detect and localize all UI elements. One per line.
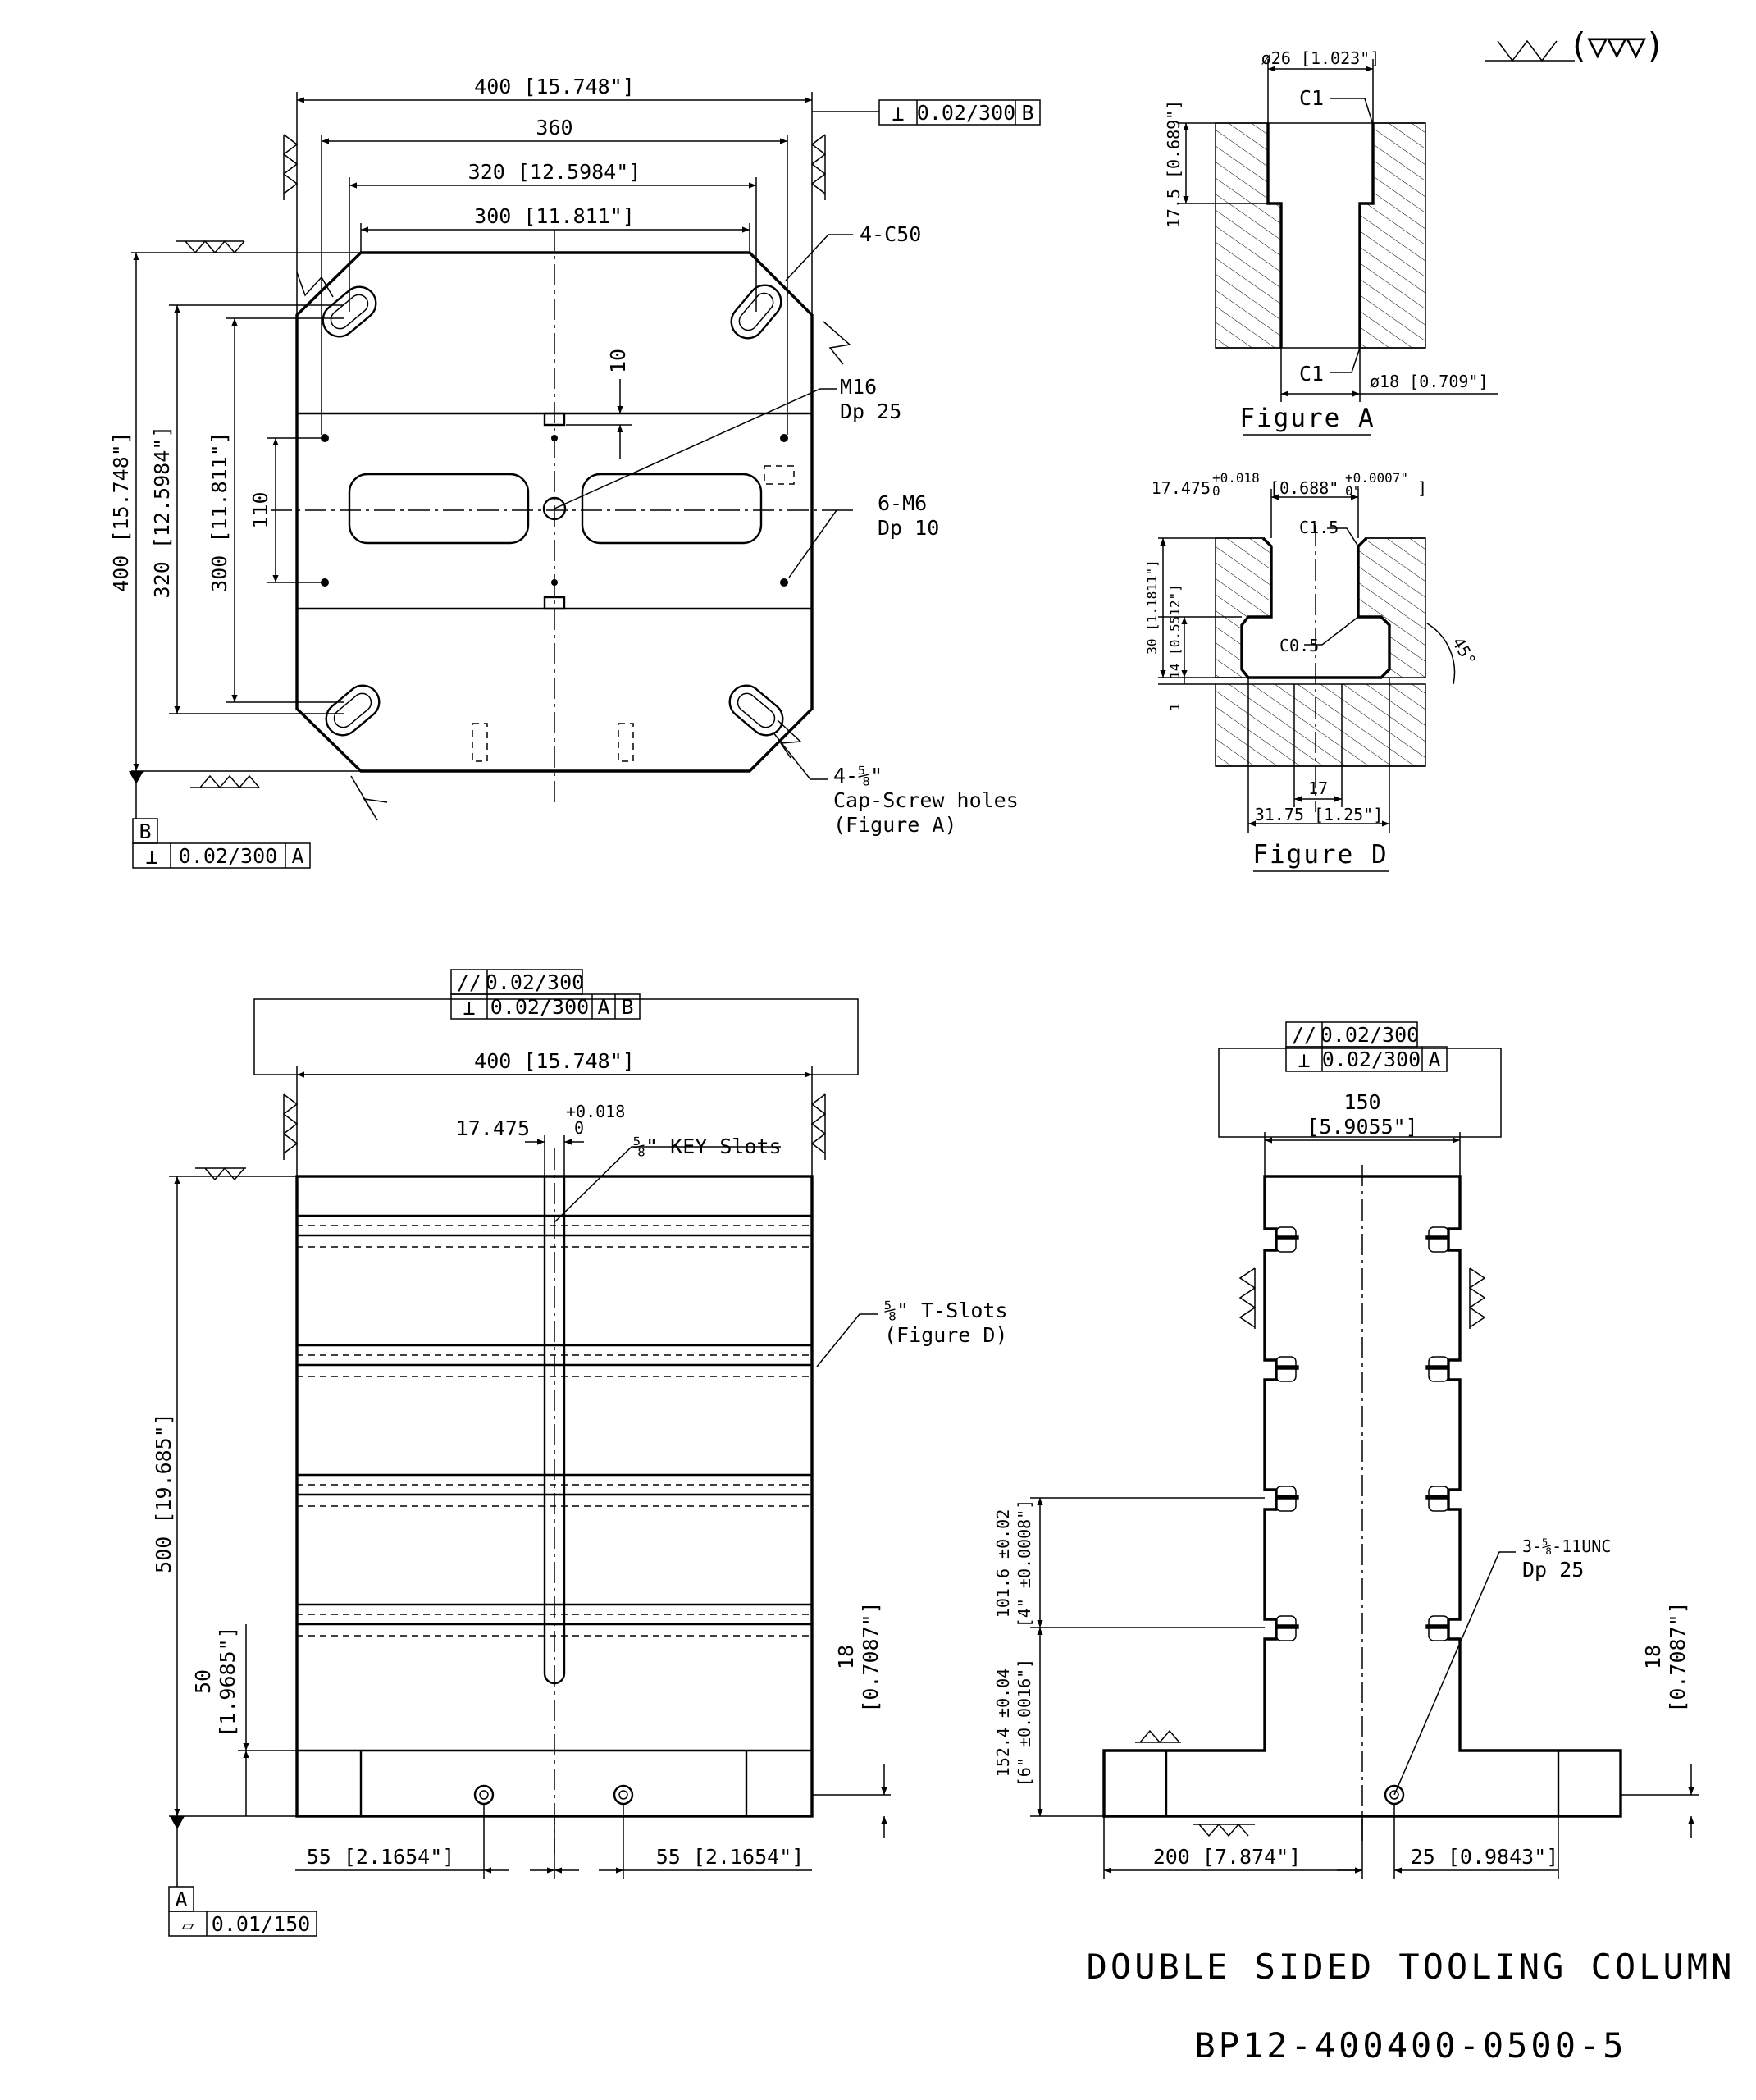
- front-dim-400: 400 [15.748"]: [474, 1049, 635, 1073]
- fig-d-bracket-end: ]: [1417, 478, 1428, 498]
- side-dim-1524-in: [6" ±0.0016"]: [1015, 1658, 1034, 1787]
- side-fcf2-symbol: ⊥: [1298, 1048, 1311, 1072]
- fig-d-label: Figure D: [1252, 840, 1389, 870]
- dim-400-top: 400 [15.748"]: [474, 75, 635, 98]
- side-dim-150: 150: [1343, 1090, 1381, 1114]
- fig-a-c1-top: C1: [1299, 86, 1325, 110]
- front-fcf2-datum-b: B: [621, 995, 634, 1019]
- side-vdim-18-in: [0.7087"]: [1666, 1601, 1690, 1713]
- side-dim-200: 200 [7.874"]: [1152, 1845, 1302, 1869]
- key-tol-plus: +0.018: [566, 1102, 626, 1121]
- front-fcf2-symbol: ⊥: [463, 996, 476, 1020]
- surface-finish-general: [1485, 25, 1663, 66]
- fig-d-hatch-left: [1216, 538, 1271, 678]
- side-dim-1016-in: [4" ±0.0008"]: [1015, 1499, 1034, 1628]
- fig-d-hatch-right: [1358, 538, 1425, 678]
- fcf-bottom-datum: A: [291, 844, 304, 868]
- capscrew-qty: 4-⅝": [833, 764, 883, 788]
- side-dim-1016: 101.6 ±0.02: [993, 1509, 1013, 1618]
- top-view: [109, 75, 1040, 869]
- m16-depth: Dp 25: [840, 399, 902, 423]
- capscrew-note: Cap-Screw holes: [833, 788, 1019, 812]
- fig-d-tol-zero: 0: [1212, 483, 1220, 499]
- datum-b-label: B: [139, 819, 152, 843]
- fig-a-depth: 17.5 [0.689"]: [1164, 99, 1184, 229]
- fig-d-tol-plus: +0.018: [1212, 470, 1260, 486]
- fig-d-dim-17: 17: [1307, 778, 1329, 798]
- dim-10: 10: [606, 348, 630, 374]
- dim-300: 300 [11.811"]: [474, 204, 635, 228]
- fig-d-c05: C0.5: [1279, 636, 1320, 655]
- front-vdim-18: 18: [834, 1644, 858, 1670]
- front-dim-55-left: 55 [2.1654"]: [306, 1845, 455, 1869]
- m16-note: M16: [840, 375, 878, 399]
- front-vdim-50-in: [1.9685"]: [216, 1626, 239, 1737]
- m6-note: 6-M6: [878, 491, 928, 515]
- vdim-400: 400 [15.748"]: [109, 431, 133, 592]
- side-tap-depth: Dp 25: [1522, 1558, 1585, 1582]
- side-fcf1-tol: 0.02/300: [1320, 1023, 1420, 1047]
- front-vdim-500: 500 [19.685"]: [152, 1413, 176, 1573]
- front-fcf1-symbol: //: [456, 970, 482, 994]
- front-view: [152, 970, 1008, 1937]
- fig-d-c15: C1.5: [1299, 518, 1339, 537]
- side-dim-150-in: [5.9055"]: [1307, 1115, 1418, 1139]
- fcf-bottom-tol: 0.02/300: [178, 844, 278, 868]
- side-fcf2-datum: A: [1428, 1048, 1441, 1071]
- fig-d-dim-30: 30 [1.1811"]: [1144, 559, 1160, 655]
- fig-a-c1-bottom: C1: [1299, 362, 1325, 386]
- front-fcf2-datum-a: A: [597, 995, 610, 1019]
- fig-a-label: Figure A: [1239, 404, 1375, 433]
- side-fcf1-symbol: //: [1291, 1023, 1317, 1047]
- top-view-leaders: [554, 235, 853, 779]
- side-fcf2-tol: 0.02/300: [1321, 1048, 1421, 1071]
- fig-a-hatch-left: [1216, 123, 1281, 348]
- fig-d-dim-top-in: [0.688": [1270, 478, 1339, 498]
- vdim-300: 300 [11.811"]: [208, 431, 231, 592]
- tslot-note: ⅝" T-Slots: [884, 1299, 1008, 1322]
- fig-d-tol-in-zero: 0": [1345, 483, 1361, 499]
- surface-note: (▽▽▽): [1568, 25, 1664, 66]
- fig-d-hatch-base: [1216, 684, 1425, 766]
- side-dim-1524: 152.4 ±0.04: [993, 1668, 1013, 1778]
- key-tol-zero: 0: [574, 1118, 585, 1138]
- front-datum-a-label: A: [175, 1888, 188, 1911]
- dim-360: 360: [536, 116, 573, 139]
- key-note: ⅝" KEY Slots: [633, 1134, 782, 1158]
- capscrew-ref: (Figure A): [833, 813, 957, 837]
- side-vdim-18: 18: [1641, 1644, 1665, 1670]
- flatness-tol: 0.01/150: [211, 1912, 311, 1936]
- fig-d-dim-top: 17.475: [1151, 478, 1211, 498]
- front-vdim-50: 50: [191, 1669, 215, 1695]
- fcf-bottom-symbol: ⊥: [145, 845, 158, 869]
- top-view-dimensions: [131, 92, 812, 771]
- front-fcf1-tol: 0.02/300: [485, 970, 585, 994]
- side-dim-25: 25 [0.9843"]: [1410, 1845, 1559, 1869]
- fig-a-dia-bottom: ø18 [0.709"]: [1370, 372, 1489, 391]
- fig-a-dia-top: ø26 [1.023"]: [1261, 48, 1380, 68]
- m6-depth: Dp 10: [878, 516, 940, 540]
- fcf-top-datum: B: [1021, 101, 1034, 125]
- side-tap-note: 3-⅝-11UNC: [1522, 1536, 1612, 1556]
- fig-a-hatch-right: [1360, 123, 1425, 348]
- front-vdim-18-in: [0.7087"]: [859, 1601, 883, 1713]
- figure-a: [1164, 48, 1498, 435]
- side-view: [993, 1022, 1699, 1879]
- vdim-320: 320 [12.5984"]: [150, 425, 174, 599]
- fig-d-dim-3175: 31.75 [1.25"]: [1254, 805, 1384, 824]
- top-view-surface-symbols: [176, 135, 850, 820]
- dim-320: 320 [12.5984"]: [468, 160, 641, 184]
- flatness-symbol: ▱: [181, 1913, 194, 1937]
- fig-d-dim-1: 1: [1167, 703, 1183, 711]
- tslot-ref: (Figure D): [884, 1323, 1008, 1347]
- datum-b-block: [129, 771, 310, 869]
- fig-a-bore: [1268, 123, 1373, 348]
- fcf-top-tol: 0.02/300: [916, 101, 1016, 125]
- fig-d-dim-14: 14 [0.5512"]: [1167, 584, 1183, 679]
- key-dim: 17.475: [455, 1116, 530, 1140]
- figure-d: [1144, 470, 1480, 871]
- fig-d-tol-in-plus: +0.0007": [1345, 470, 1409, 486]
- front-fcf2-tol: 0.02/300: [490, 995, 590, 1019]
- front-datum-a: [169, 1816, 317, 1937]
- vdim-110: 110: [249, 491, 272, 529]
- fcf-top-symbol: ⊥: [892, 102, 905, 126]
- front-dim-55-right: 55 [2.1654"]: [655, 1845, 805, 1869]
- fcf-top-right: [812, 100, 1040, 126]
- part-number: BP12-400400-0500-5: [1194, 2025, 1627, 2066]
- fig-d-angle: 45°: [1448, 633, 1480, 669]
- slot-left: [349, 474, 528, 543]
- drawing-title: DOUBLE SIDED TOOLING COLUMN: [1086, 1947, 1735, 1987]
- chamfer-note: 4-C50: [860, 222, 922, 246]
